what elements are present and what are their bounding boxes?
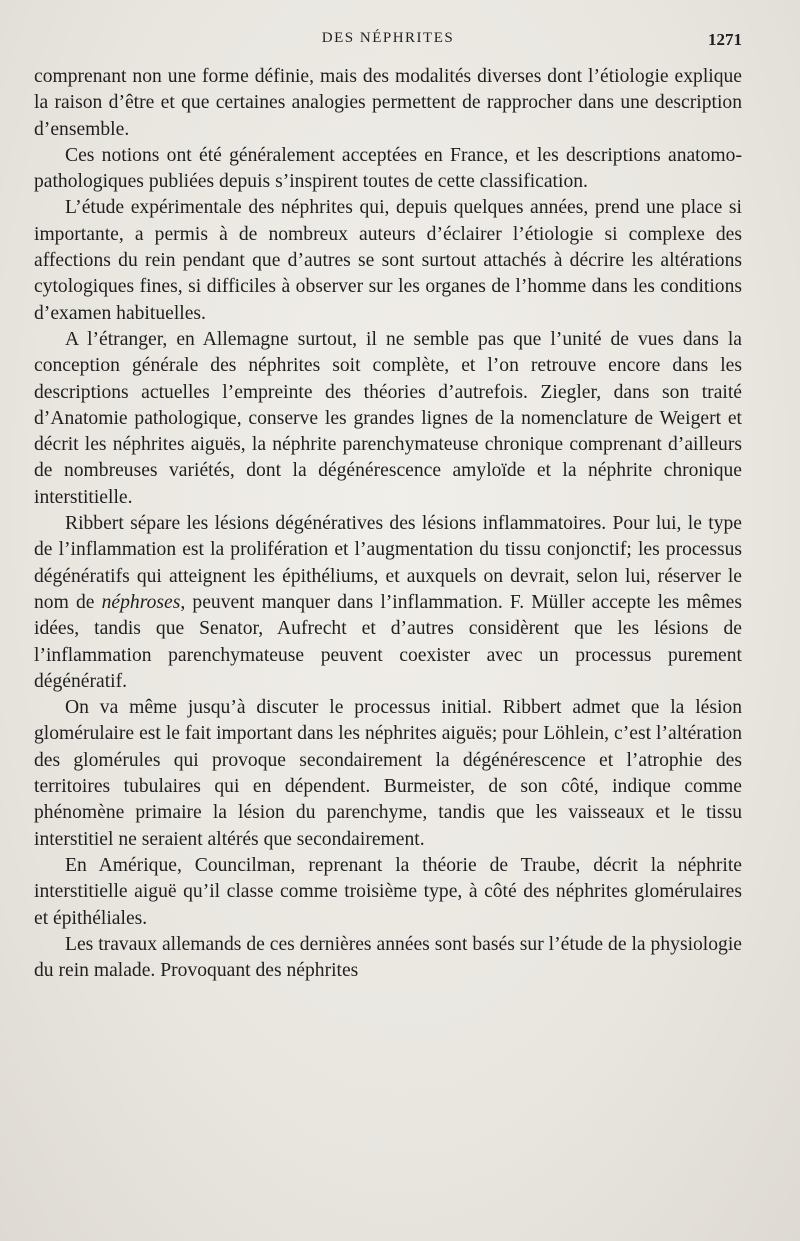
italic-term: néphroses	[101, 591, 181, 613]
paragraph-3: L’étude expérimentale des néphrites qui, depuis quelques années, prend une place si importante, a permis à de nombreux auteurs d’éclairer l’étiologie si complexe des affections du rein pendant que d’autres se sont surtout attachés à décrire les altérations cytologiques fines, si difficiles à observer sur les organes de l’homme dans les conditions d’examen habituelles.	[34, 197, 742, 324]
paragraph-6: On va même jusqu’à discuter le processus initial. Ribbert admet que la lésion glomérulaire est le fait important dans les néphrites aiguës; pour Löhlein, c’est l’altération des glomérules qui provoque secondairement la dégénérescence et l’atrophie des territoires tubulaires qui en dépendent. Burmeister, de son côté, indique comme phénomène primaire la lésion du parenchyme, tandis que les vaisseaux et le tissu interstitiel ne seraient altérés que secondairement.	[34, 697, 742, 850]
paragraph-5	[34, 511, 742, 695]
running-header	[34, 24, 742, 60]
paragraph-7: En Amérique, Councilman, reprenant la théorie de Traube, décrit la néphrite interstitielle aiguë qu’il classe comme troisième type, à côté des néphrites glomérulaires et épithéliales.	[34, 854, 742, 929]
paragraph-8: Les travaux allemands de ces dernières années sont basés sur l’étude de la physiologie du rein malade. Provoquant des néphrites	[34, 933, 742, 982]
running-title: DES NÉPHRITES	[321, 30, 455, 46]
paragraph-5-part-2: , peuvent manquer dans l’inflammation. F. Müller accepte les mêmes idées, tandis que Senator, Aufrecht et d’autres considèrent que les lésions de l’inflammation parenchymateuse peuvent coexister avec un processus purement dégénératif.	[34, 591, 743, 692]
page-number: 1271	[708, 30, 742, 49]
paragraph-4: A l’étranger, en Allemagne surtout, il ne semble pas que l’unité de vues dans la conception générale des néphrites soit complète, et l’on retrouve encore dans les descriptions actuelles l’empreinte des théories d’autrefois. Ziegler, dans son traité d’Anatomie pathologique, conserve les grandes lignes de la nomenclature de Weigert et décrit les néphrites aiguës, la néphrite parenchymateuse chronique comprenant d’ailleurs de nombreuses variétés, dont la dégénérescence amyloïde et la néphrite chronique interstitielle.	[34, 328, 742, 508]
paragraph-1: comprenant non une forme définie, mais des modalités diverses dont l’étiologie explique la raison d’être et que certaines analogies permettent de rapprocher dans une description d’ensemble.	[34, 66, 742, 140]
paragraph-2: Ces notions ont été généralement acceptées en France, et les descriptions anatomo-pathologiques publiées depuis s’inspirent toutes de cette classification.	[34, 144, 742, 193]
body-text	[34, 64, 742, 984]
paragraph-5-part-1: Ribbert sépare les lésions dégénératives des lésions inflammatoires. Pour lui, le type de l’inflammation est la prolifération et l’augmentation du tissu conjonctif; les processus dégénératifs qui atteignent les épithéliums, et auxquels on devrait, selon lui, réserver le nom de	[34, 513, 742, 613]
